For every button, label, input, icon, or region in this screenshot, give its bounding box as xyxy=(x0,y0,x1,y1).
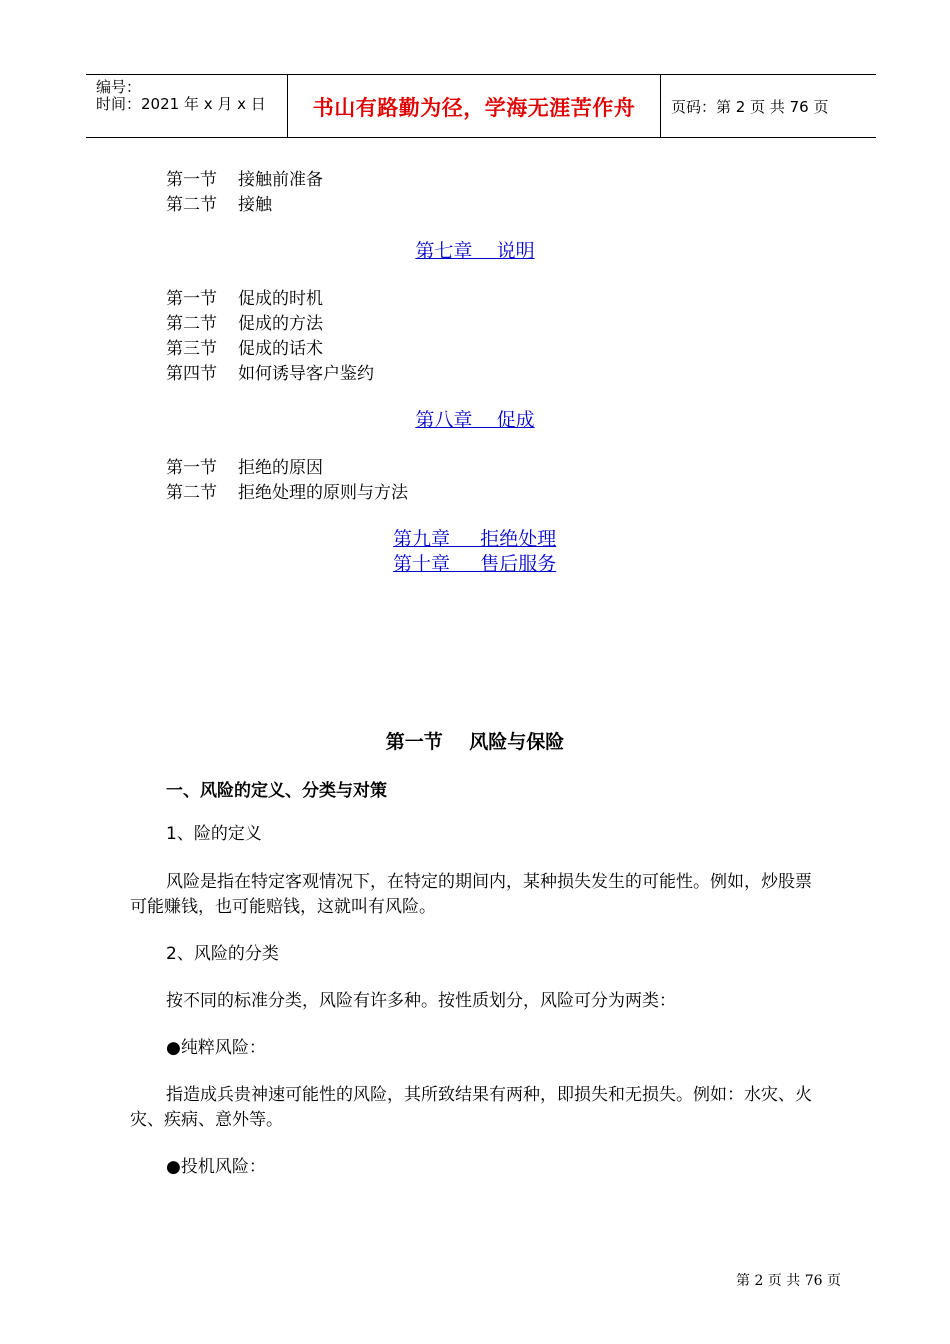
page-footer: 第 2 页 共 76 页 xyxy=(736,1273,841,1289)
page-code: 页码：第 2 页 共 76 页 xyxy=(671,98,829,116)
toc-section: 第二节 xyxy=(166,195,217,215)
heading-risk-definition: 一、风险的定义、分类与对策 xyxy=(166,781,387,801)
paragraph-line: 按不同的标准分类，风险有许多种。按性质划分，风险可分为两类： xyxy=(166,991,676,1011)
toc-entry xyxy=(166,169,323,191)
toc-title: 拒绝的原因 xyxy=(238,458,323,478)
motto: 书山有路勤为径，学海无涯苦作舟 xyxy=(312,96,636,120)
toc-section: 第四节 xyxy=(166,364,217,384)
header-info-cell xyxy=(86,75,288,137)
toc-section: 第一节 xyxy=(166,170,217,190)
bullet-speculative-risk: ●投机风险： xyxy=(166,1157,266,1177)
chapter-8-link[interactable]: 第八章 促成 xyxy=(415,409,535,431)
chapter-10-link[interactable]: 第十章 售后服务 xyxy=(393,553,557,575)
toc-section: 第一节 xyxy=(166,458,217,478)
toc-entry xyxy=(166,288,323,310)
header-page-cell xyxy=(661,75,876,137)
paragraph-line: 风险是指在特定客观情况下，在特定的期间内，某种损失发生的可能性。例如，炒股票 xyxy=(166,872,812,892)
page-header xyxy=(86,74,876,138)
time-label: 时间：2021 年 x 月 x 日 xyxy=(96,95,266,113)
section-title: 第一节 风险与保险 xyxy=(385,731,565,753)
paragraph-line: 可能赚钱，也可能赔钱，这就叫有风险。 xyxy=(130,897,436,917)
toc-section: 第二节 xyxy=(166,314,217,334)
toc-title: 如何诱导客户鉴约 xyxy=(238,364,374,384)
toc-entry xyxy=(166,194,272,216)
toc-entry xyxy=(166,457,323,479)
toc-title: 接触前准备 xyxy=(238,170,323,190)
item-risk-definition: 1、险的定义 xyxy=(166,824,262,844)
number-label: 编号： xyxy=(96,78,142,96)
toc-entry xyxy=(166,313,323,335)
chapter-7-link[interactable]: 第七章 说明 xyxy=(415,240,535,262)
item-risk-classification: 2、风险的分类 xyxy=(166,944,279,964)
header-motto-cell xyxy=(288,75,661,137)
toc-entry xyxy=(166,363,374,385)
paragraph-line: 灾、疾病、意外等。 xyxy=(130,1110,283,1130)
chapter-9-link[interactable]: 第九章 拒绝处理 xyxy=(393,528,557,550)
toc-entry xyxy=(166,482,408,504)
toc-entry xyxy=(166,338,323,360)
toc-title: 促成的时机 xyxy=(238,289,323,309)
toc-title: 促成的话术 xyxy=(238,339,323,359)
toc-title: 拒绝处理的原则与方法 xyxy=(238,483,408,503)
paragraph-line: 指造成兵贵神速可能性的风险，其所致结果有两种，即损失和无损失。例如：水灾、火 xyxy=(166,1085,812,1105)
toc-section: 第一节 xyxy=(166,289,217,309)
toc-section: 第二节 xyxy=(166,483,217,503)
toc-title: 促成的方法 xyxy=(238,314,323,334)
bullet-pure-risk: ●纯粹风险： xyxy=(166,1038,266,1058)
toc-title: 接触 xyxy=(238,195,272,215)
toc-section: 第三节 xyxy=(166,339,217,359)
